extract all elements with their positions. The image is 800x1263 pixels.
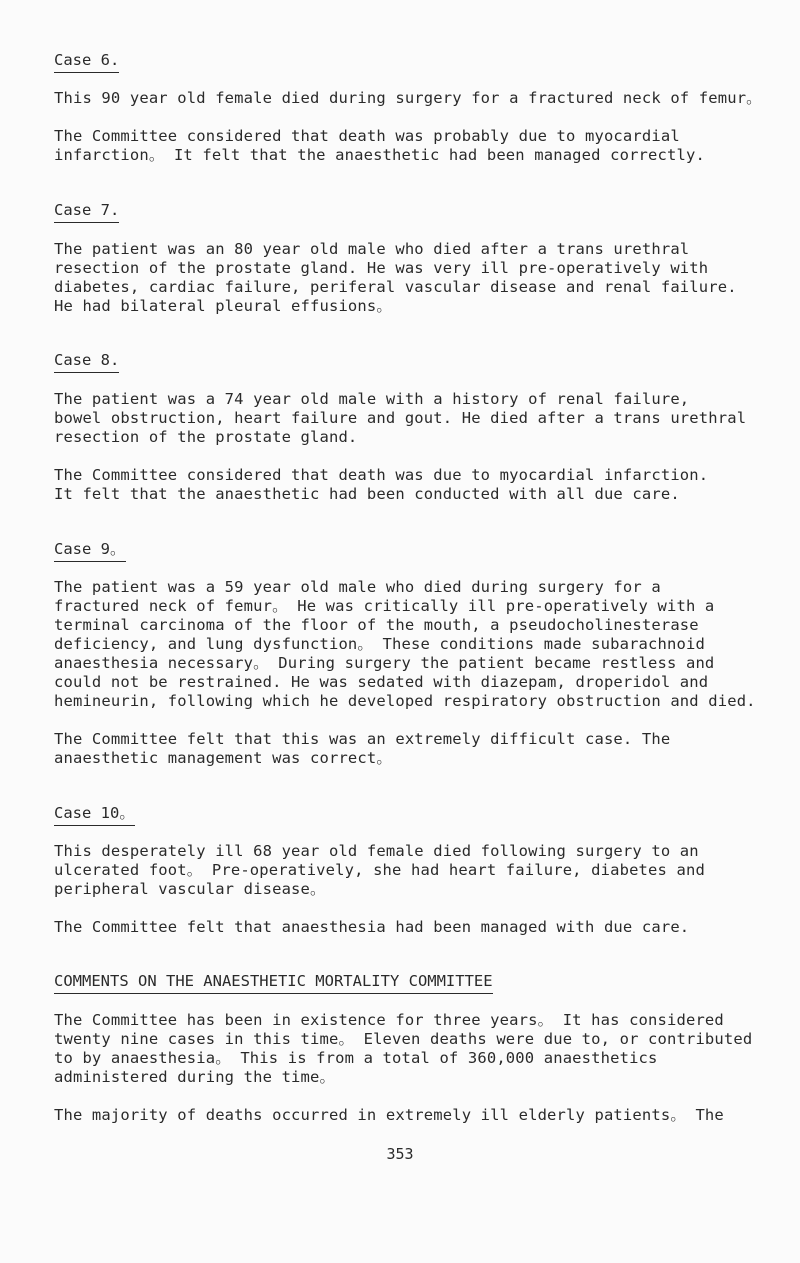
case-7-line-1: The patient was an 80 year old male who died after a trans urethral: [54, 240, 690, 258]
case-8-line-3: resection of the prostate gland.: [54, 428, 358, 446]
comments-line-3: to by anaesthesia。 This is from a total of 360,000 anaesthetics: [54, 1049, 658, 1067]
case-10-line-2: ulcerated foot。 Pre-operatively, she had heart failure, diabetes and: [54, 861, 705, 879]
case-9-line-8: The Committee felt that this was an extremely difficult case. The: [54, 730, 671, 748]
comments-line-2: twenty nine cases in this time。 Eleven deaths were due to, or contributed: [54, 1030, 753, 1048]
case-8-line-2: bowel obstruction, heart failure and gout. He died after a trans urethral: [54, 409, 747, 427]
case-8-line-4: The Committee considered that death was due to myocardial infarction.: [54, 466, 709, 484]
case-7-line-2: resection of the prostate gland. He was very ill pre-operatively with: [54, 259, 709, 277]
case-6-heading: Case 6.: [54, 50, 119, 73]
comments-line-1: The Committee has been in existence for three years。 It has considered: [54, 1011, 724, 1029]
case-10-line-4: The Committee felt that anaesthesia had been managed with due care.: [54, 918, 690, 936]
comments-heading: COMMENTS ON THE ANAESTHETIC MORTALITY COMMITTEE: [54, 971, 493, 994]
case-6-line-1: This 90 year old female died during surgery for a fractured neck of femur。: [54, 89, 762, 107]
case-9-line-3: terminal carcinoma of the floor of the mouth, a pseudocholinesterase: [54, 616, 699, 634]
case-10-line-1: This desperately ill 68 year old female died following surgery to an: [54, 842, 699, 860]
case-6-line-2: The Committee considered that death was probably due to myocardial: [54, 127, 680, 145]
case-9-line-2: fractured neck of femur。 He was critically ill pre-operatively with a: [54, 597, 715, 615]
case-7-line-3: diabetes, cardiac failure, periferal vascular disease and renal failure.: [54, 278, 737, 296]
case-9-line-9: anaesthetic management was correct。: [54, 749, 393, 767]
page-number: 353: [386, 1145, 414, 1163]
case-7-line-4: He had bilateral pleural effusions。: [54, 297, 393, 315]
case-7-heading: Case 7.: [54, 200, 119, 223]
comments-line-4: administered during the time。: [54, 1068, 336, 1086]
case-9-line-7: hemineurin, following which he developed respiratory obstruction and died.: [54, 692, 756, 710]
case-8-line-1: The patient was a 74 year old male with a history of renal failure,: [54, 390, 690, 408]
case-9-line-1: The patient was a 59 year old male who died during surgery for a: [54, 578, 661, 596]
case-9-line-5: anaesthesia necessary。 During surgery the patient became restless and: [54, 654, 715, 672]
case-8-heading: Case 8.: [54, 350, 119, 373]
comments-line-5: The majority of deaths occurred in extremely ill elderly patients。 The: [54, 1106, 724, 1124]
case-9-heading: Case 9。: [54, 539, 126, 562]
case-10-heading: Case 10。: [54, 803, 135, 826]
case-6-line-3: infarction。 It felt that the anaesthetic had been managed correctly.: [54, 146, 705, 164]
case-8-line-5: It felt that the anaesthetic had been conducted with all due care.: [54, 485, 680, 503]
case-9-line-6: could not be restrained. He was sedated with diazepam, droperidol and: [54, 673, 709, 691]
case-9-line-4: deficiency, and lung dysfunction。 These conditions made subarachnoid: [54, 635, 705, 653]
case-10-line-3: peripheral vascular disease。: [54, 880, 326, 898]
